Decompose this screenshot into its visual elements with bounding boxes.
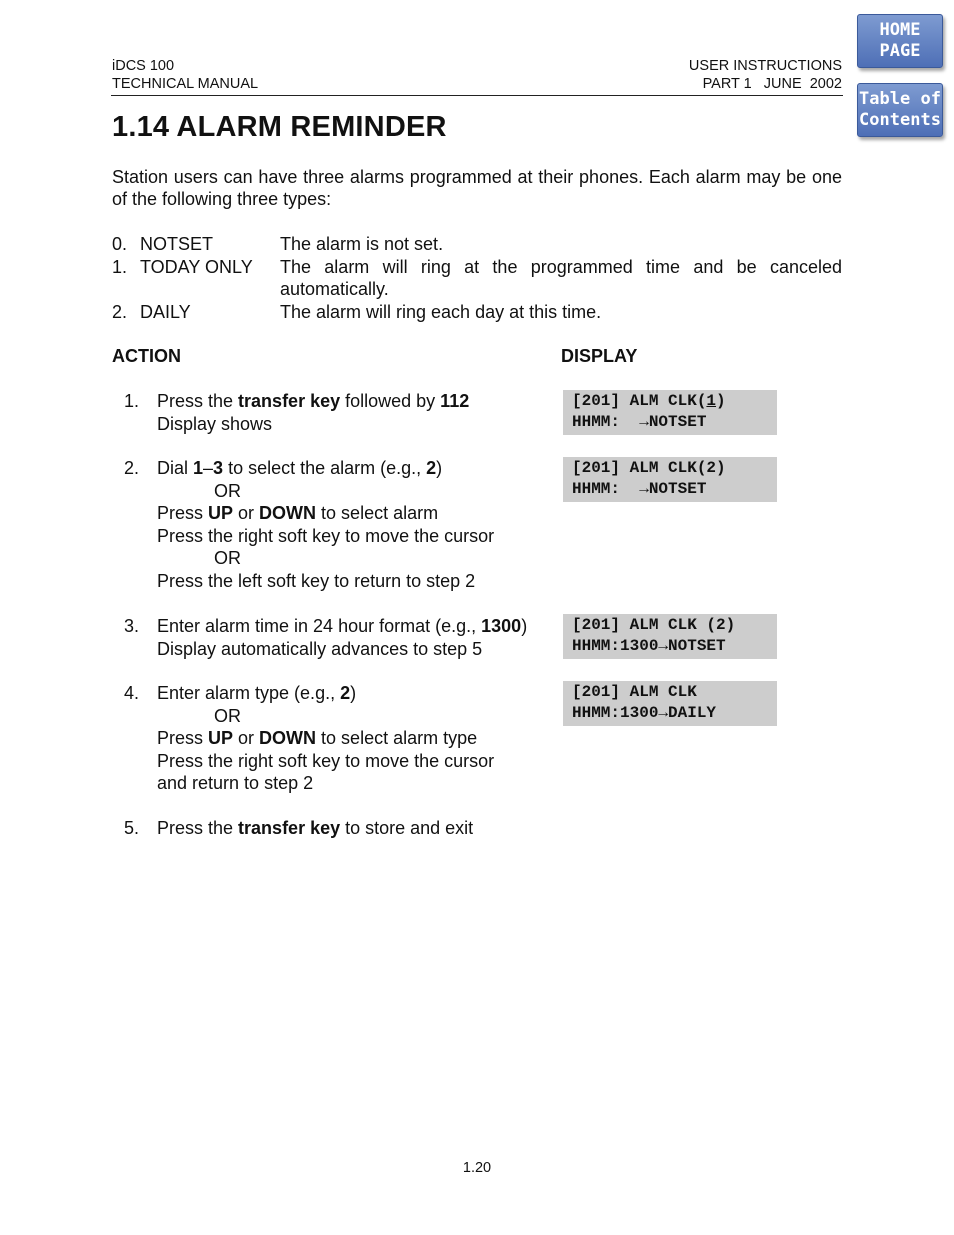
step-line: [157, 615, 544, 638]
lcd-line-2: HHMM:1300→DAILY: [572, 704, 717, 722]
alarm-type-name: TODAY ONLY: [140, 256, 253, 277]
alarm-type-description: The alarm will ring at the programmed time and be canceled automatically.: [280, 256, 842, 299]
code-value: 112: [440, 391, 470, 411]
toc-label-line2: Contents: [859, 110, 941, 130]
step-text: Enter alarm type (e.g.,: [157, 683, 341, 703]
key-name: transfer key: [238, 818, 341, 838]
step-text: to select alarm type: [316, 728, 478, 748]
lcd-display-1: [563, 390, 777, 435]
step-line: and return to step 2: [157, 773, 314, 793]
alarm-type-row: [112, 256, 842, 301]
lcd-text: ): [716, 392, 726, 410]
step-line: [157, 502, 544, 525]
table-of-contents-button[interactable]: [857, 83, 943, 137]
alarm-type-row: [112, 233, 842, 256]
lcd-display-2: [563, 457, 777, 502]
step-text: or: [233, 503, 260, 523]
example-value: 2: [426, 458, 437, 478]
home-page-button[interactable]: [857, 14, 943, 68]
step-line: [157, 457, 544, 480]
step-number: 5.: [124, 818, 140, 838]
manual-type: TECHNICAL MANUAL: [112, 76, 259, 92]
step-text: Dial: [157, 458, 194, 478]
part-date: PART 1 JUNE 2002: [702, 76, 842, 92]
key-name: DOWN: [259, 728, 317, 748]
lcd-display-3: [563, 614, 777, 659]
step-text: Press: [157, 728, 209, 748]
range-end: 3: [213, 458, 224, 478]
step-text: Enter alarm time in 24 hour format (e.g.,: [157, 616, 482, 636]
lcd-cursor: 1: [706, 392, 717, 410]
step-number: 1.: [124, 391, 140, 411]
step-line: Press the right soft key to move the cursor: [157, 525, 495, 546]
intro-paragraph: Station users can have three alarms programmed at their phones. Each alarm may be one of the following three types:: [112, 167, 842, 209]
step-number: 4.: [124, 683, 140, 703]
lcd-line-1: [201] ALM CLK(2): [572, 459, 726, 477]
example-value: 1300: [481, 616, 522, 636]
alarm-type-description: The alarm will ring each day at this time.: [280, 301, 602, 322]
lcd-line-2: HHMM:1300→NOTSET: [572, 637, 726, 655]
alarm-types-list: [112, 233, 842, 323]
example-value: 2: [340, 683, 351, 703]
lcd-line-1: [201] ALM CLK (2): [572, 616, 736, 634]
lcd-display-4: [563, 681, 777, 726]
lcd-text: [201] ALM CLK(: [572, 392, 707, 410]
range-start: 1: [193, 458, 204, 478]
section-name: USER INSTRUCTIONS: [688, 58, 842, 74]
step-text: ): [350, 683, 357, 703]
step-line: Press the left soft key to return to step 2: [157, 570, 476, 591]
step-number: 3.: [124, 616, 140, 636]
step-text: or: [233, 728, 260, 748]
lcd-line-1: [572, 391, 777, 412]
key-name: UP: [208, 503, 234, 523]
step-text: followed by: [340, 391, 441, 411]
step-text: to select alarm: [316, 503, 439, 523]
step-text: Press the: [157, 391, 239, 411]
range-dash: –: [203, 458, 214, 478]
or-separator: OR: [214, 548, 241, 568]
step-text: Press: [157, 503, 209, 523]
manual-product: iDCS 100: [112, 58, 175, 74]
key-name: transfer key: [238, 391, 341, 411]
or-separator: OR: [214, 705, 241, 726]
step-number: 2.: [124, 458, 140, 478]
alarm-type-row: [112, 301, 842, 324]
page-title: 1.14 ALARM REMINDER: [112, 111, 447, 143]
step-line: Press the right soft key to move the cursor: [157, 750, 495, 771]
step-1: [124, 390, 544, 435]
step-2: [124, 457, 544, 592]
alarm-type-number: 2.: [112, 301, 128, 322]
home-page-label-line1: HOME: [879, 20, 921, 40]
lcd-line-2: HHMM: →NOTSET: [572, 413, 707, 431]
page-number: 1.20: [462, 1160, 492, 1176]
step-text: to select the alarm (e.g.,: [223, 458, 427, 478]
or-separator: OR: [214, 480, 241, 501]
lcd-line-2: HHMM: →NOTSET: [572, 480, 707, 498]
step-line: [157, 817, 544, 840]
key-name: DOWN: [259, 503, 317, 523]
step-5: [124, 817, 544, 840]
lcd-line-1: [201] ALM CLK: [572, 683, 697, 701]
step-line: Display shows: [157, 413, 273, 434]
step-text: Press the: [157, 818, 239, 838]
alarm-type-name: DAILY: [140, 301, 191, 322]
step-text: to store and exit: [340, 818, 474, 838]
alarm-type-name: NOTSET: [140, 234, 214, 254]
alarm-type-number: 1.: [112, 256, 128, 277]
alarm-type-description: The alarm is not set.: [280, 234, 444, 254]
step-text: ): [436, 458, 443, 478]
step-4: [124, 682, 544, 795]
display-column-heading: DISPLAY: [561, 346, 638, 366]
step-line: [157, 682, 544, 705]
step-line: Display automatically advances to step 5: [157, 638, 483, 659]
header-divider: [111, 95, 843, 96]
step-3: [124, 615, 544, 660]
step-text: ): [521, 616, 528, 636]
key-name: UP: [208, 728, 234, 748]
toc-label-line1: Table of: [859, 89, 941, 109]
step-line: [157, 727, 544, 750]
alarm-type-number: 0.: [112, 234, 128, 254]
home-page-label-line2: PAGE: [879, 41, 921, 61]
step-line: [157, 390, 544, 413]
action-column-heading: ACTION: [112, 346, 181, 366]
header-left: [112, 57, 258, 93]
header-right: [689, 57, 842, 93]
